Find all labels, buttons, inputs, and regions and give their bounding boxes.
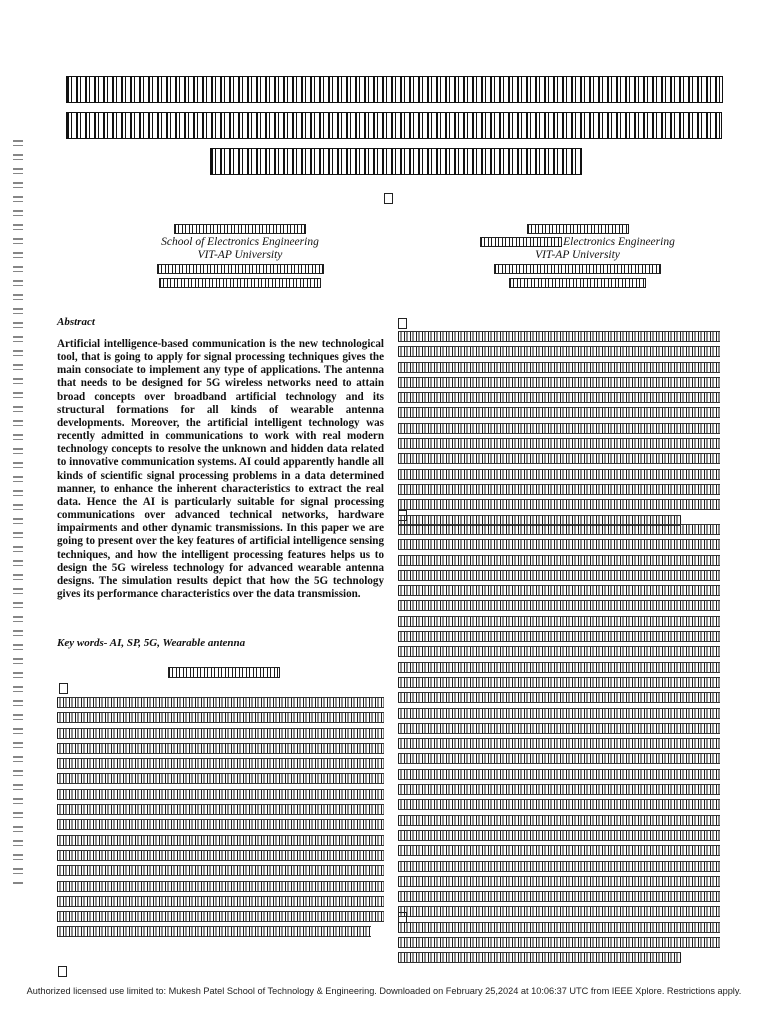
blank-glyph-mark [398, 510, 407, 521]
author-email-left [159, 278, 321, 288]
author-school-left: School of Electronics Engineering [161, 235, 319, 248]
abstract-body: Artificial intelligence-based communication is the new technological tool, that is going to apply for signal processing techniques gives the main consociate to implement any type of applications. The antenna that needs to be designed for 5G wireless networks need to attain broad concepts over broadband artificial technology and its structural formations for all kinds of wearable antenna developments. Moreover, the artificial intelligent technology was recently admitted in communications to work with real modern technology concepts to resolve the unknown and hidden data related to innovative communication systems. AI could apparently handle all kinds of scientific signal processing problems in a data determined manner, to enhance the inherent characteristics to extract the real data. Hence the AI is particularly suitable for signal processing communications over advanced technical networks, hardware impairments and other dynamic transmissions. In this paper we are going to present over the key features of artificial intelligence sensing techniques, and how the intelligent processing features helps us to design the 5G wireless technology for advanced wearable antenna designs. The simulation results depict that how the 5G technology gives its performance characteristics over the data transmission. [57, 338, 384, 600]
garbled-text-line [398, 876, 720, 887]
garbled-text-line [57, 728, 384, 739]
garbled-text-line [398, 407, 720, 418]
garbled-text-line [57, 743, 384, 754]
author-university-right: VIT-AP University [535, 249, 620, 261]
garbled-text-line [57, 865, 384, 876]
right-column-paragraph-1 [398, 331, 720, 530]
garbled-text-line [398, 555, 720, 566]
garbled-text-line [398, 937, 720, 948]
blank-glyph-mark [398, 318, 407, 329]
garbled-text-line [398, 906, 720, 917]
garbled-text-line [398, 845, 720, 856]
garbled-text-line [398, 692, 720, 703]
footer-license-notice: Authorized licensed use limited to: Mukesh Patel School of Technology & Engineering. Downloaded on February 25,2024 at 10:06:37 UTC from IEEE Xplore. Restrictions apply. [26, 986, 742, 996]
garbled-text-line [398, 616, 720, 627]
garbled-text-line [398, 723, 720, 734]
blank-glyph-mark [58, 966, 67, 977]
garbled-text-line [57, 804, 384, 815]
garbled-text-line [398, 346, 720, 357]
garbled-text-line [398, 662, 720, 673]
garbled-text-line [398, 922, 720, 933]
side-margin-strip [13, 140, 23, 885]
blank-glyph-mark [398, 912, 407, 923]
garbled-text-line [398, 539, 720, 550]
garbled-text-line [57, 926, 371, 937]
garbled-text-line [57, 881, 384, 892]
section-heading-introduction [168, 667, 280, 678]
garbled-text-line [398, 784, 720, 795]
left-column-body-text [57, 697, 384, 942]
garbled-text-line [398, 738, 720, 749]
author-block-left [140, 222, 340, 290]
garbled-text-line [398, 861, 720, 872]
keywords: Key words- AI, SP, 5G, Wearable antenna [57, 637, 246, 649]
author-university-left: VIT-AP University [197, 249, 283, 261]
garbled-text-line [398, 392, 720, 403]
abstract-heading: Abstract [57, 316, 95, 328]
blank-glyph-mark [384, 193, 393, 204]
garbled-text-line [398, 499, 720, 510]
author-address-left [157, 264, 324, 274]
garbled-text-line [57, 697, 384, 708]
author-email-right [509, 278, 646, 288]
garbled-text-line [57, 911, 384, 922]
garbled-text-line [57, 758, 384, 769]
right-column-paragraph-2 [398, 524, 720, 968]
garbled-text-line [398, 331, 720, 342]
garbled-text-line [398, 799, 720, 810]
garbled-text-line [398, 423, 720, 434]
garbled-text-line [398, 708, 720, 719]
author-name-right [527, 224, 629, 234]
title-line-1 [66, 76, 723, 103]
garbled-text-line [398, 362, 720, 373]
author-block-right [470, 222, 685, 290]
author-school-prefix-right [480, 237, 562, 247]
garbled-text-line [398, 815, 720, 826]
garbled-text-line [398, 453, 720, 464]
garbled-text-line [398, 830, 720, 841]
garbled-text-line [398, 952, 681, 963]
garbled-text-line [57, 789, 384, 800]
garbled-text-line [398, 524, 720, 535]
author-school-right: Electronics Engineering [563, 235, 675, 248]
garbled-text-line [398, 600, 720, 611]
garbled-text-line [398, 469, 720, 480]
author-name-left [174, 224, 306, 234]
author-address-right [494, 264, 661, 274]
title-line-3 [210, 148, 582, 175]
garbled-text-line [398, 585, 720, 596]
blank-glyph-mark [59, 683, 68, 694]
garbled-text-line [398, 753, 720, 764]
garbled-text-line [398, 484, 720, 495]
garbled-text-line [57, 773, 384, 784]
title-line-2 [66, 112, 722, 139]
garbled-text-line [57, 819, 384, 830]
garbled-text-line [398, 891, 720, 902]
garbled-text-line [398, 646, 720, 657]
garbled-text-line [398, 438, 720, 449]
garbled-text-line [57, 712, 384, 723]
garbled-text-line [398, 570, 720, 581]
garbled-text-line [57, 850, 384, 861]
garbled-text-line [398, 769, 720, 780]
garbled-text-line [398, 631, 720, 642]
garbled-text-line [57, 896, 384, 907]
garbled-text-line [57, 835, 384, 846]
garbled-text-line [398, 377, 720, 388]
garbled-text-line [398, 677, 720, 688]
